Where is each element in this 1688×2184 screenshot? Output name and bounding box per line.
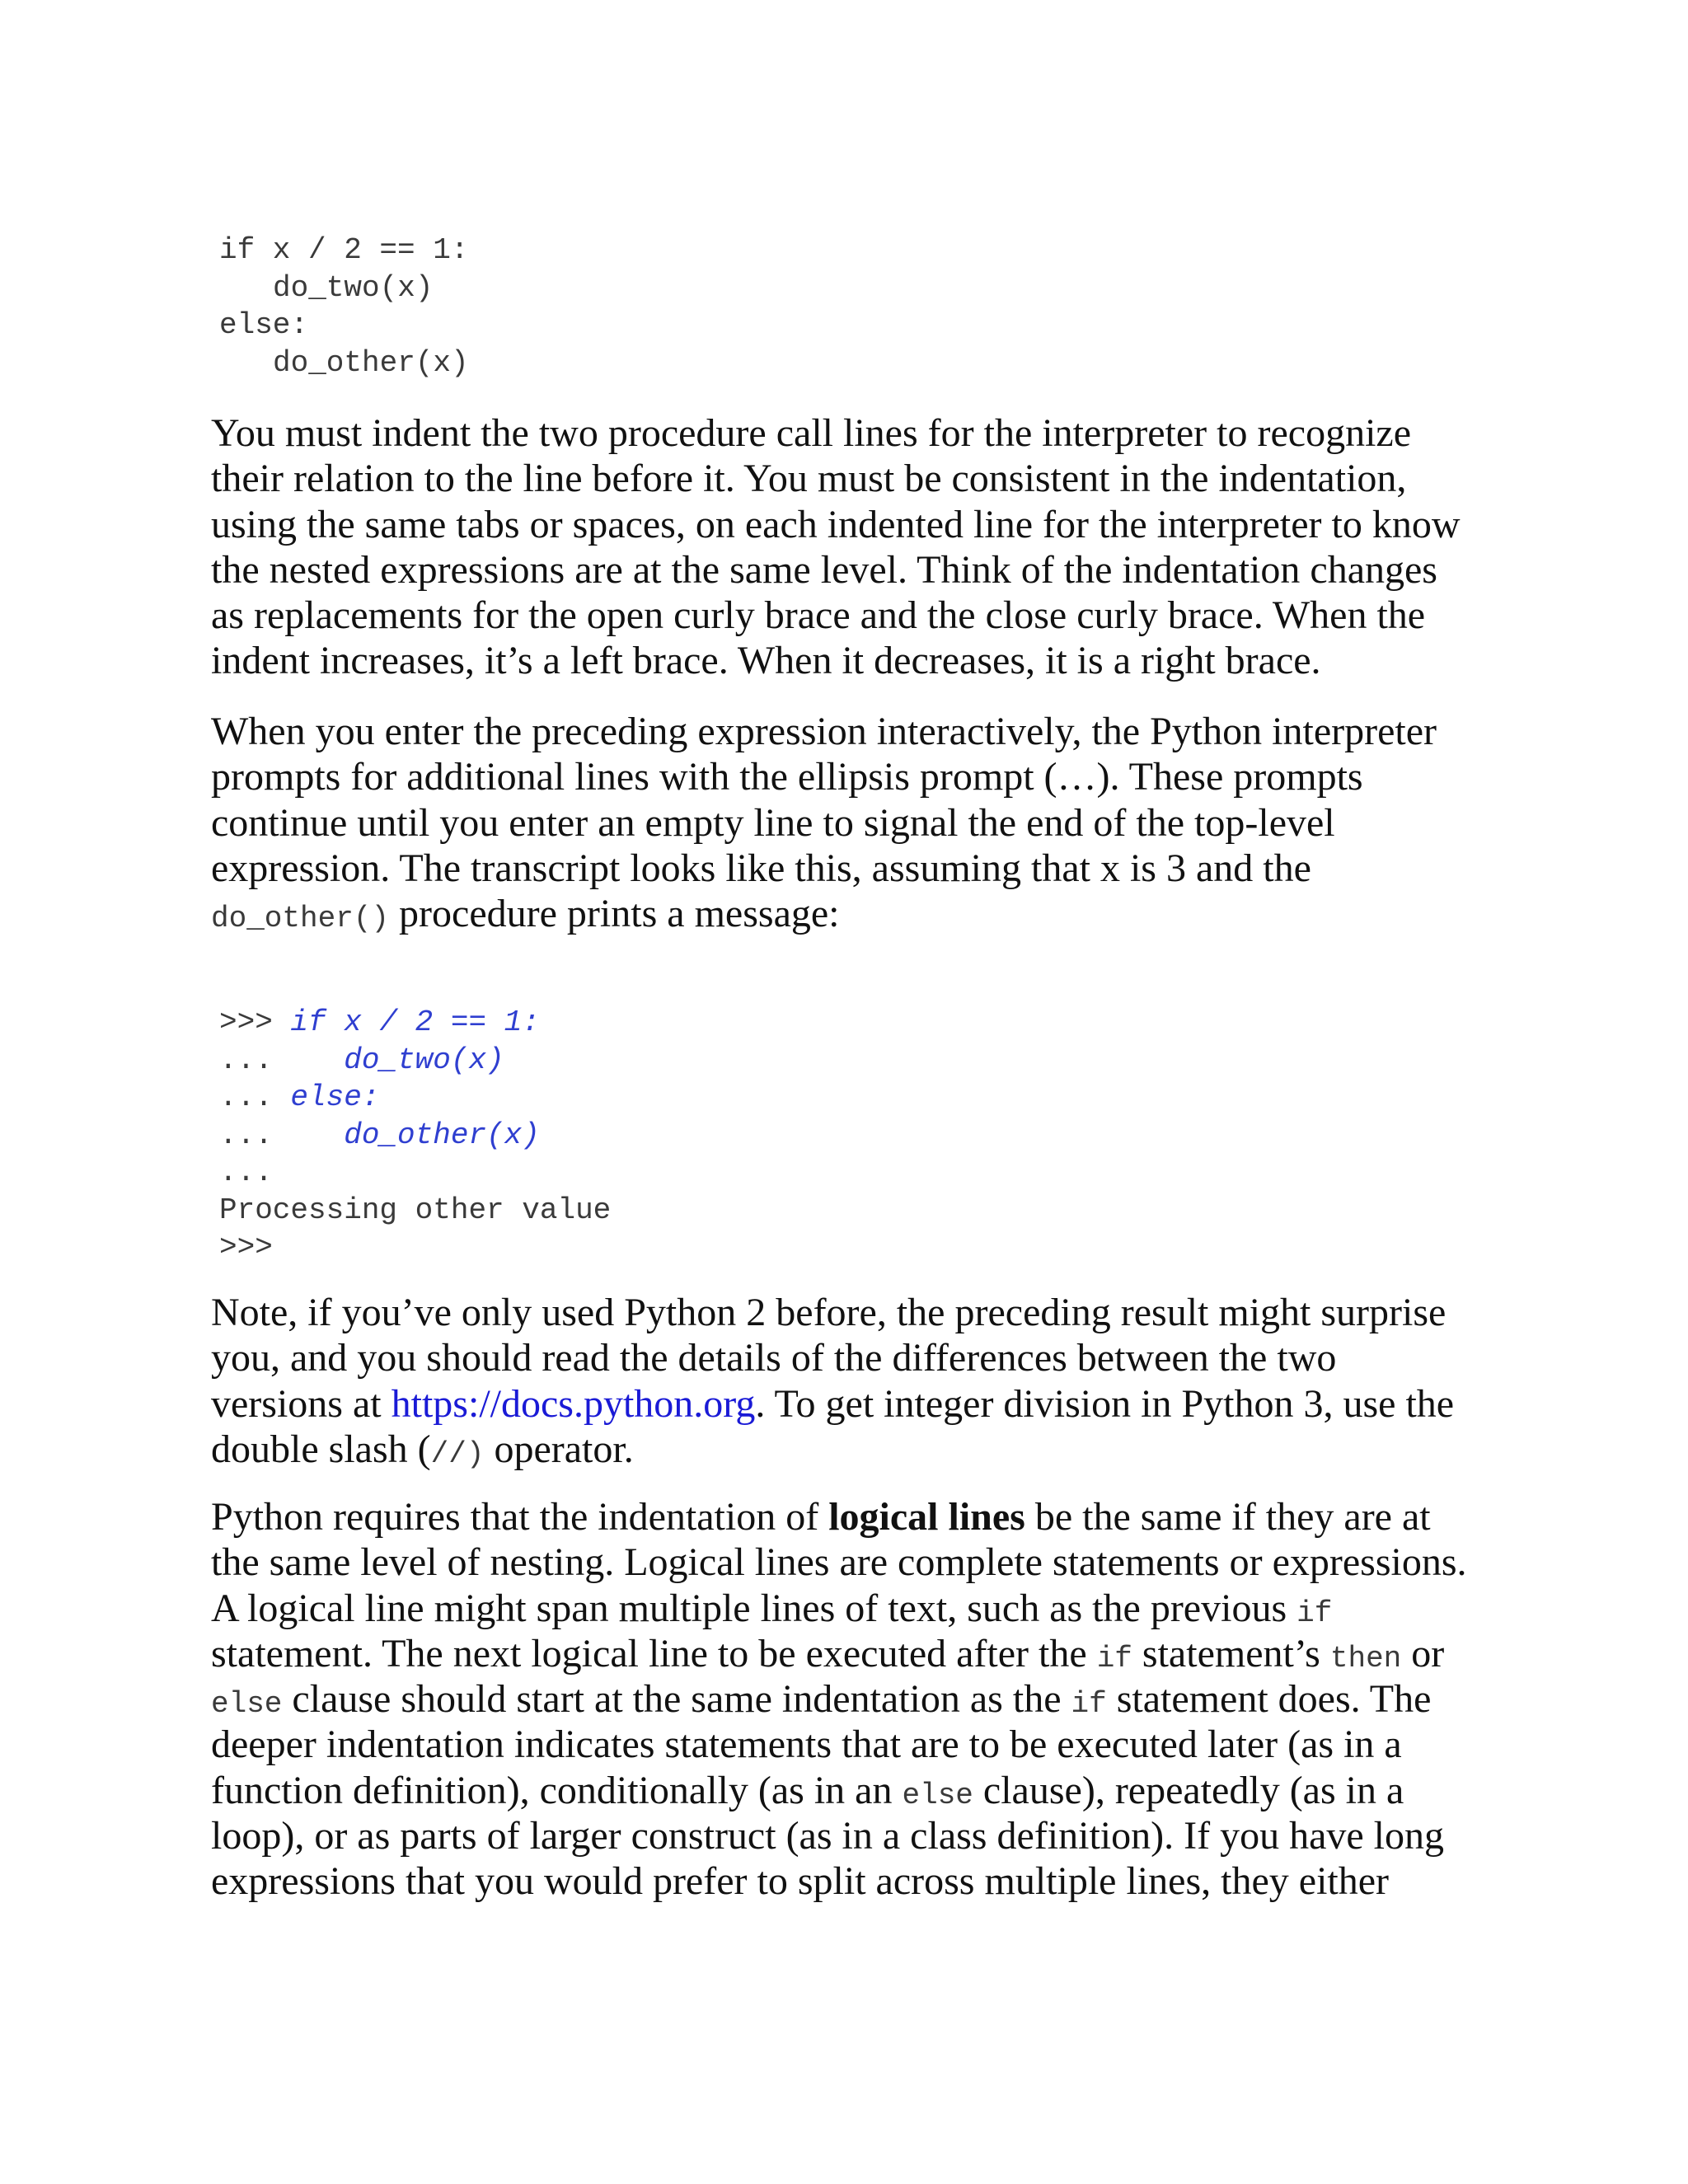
primary-prompt: >>> (219, 1230, 273, 1264)
text-run: . To get integer division in Python 3, use the (755, 1381, 1455, 1426)
text-line (211, 891, 1497, 936)
text-line: using the same tabs or spaces, on each indented line for the interpreter to know (211, 502, 1461, 546)
transcript-line (219, 1042, 611, 1080)
text-run: be the same if they are at (1025, 1495, 1431, 1539)
typed-input: do_other(x) (344, 1118, 540, 1152)
transcript-line (219, 1229, 611, 1267)
text-run: statement does. The (1106, 1677, 1432, 1722)
continuation-prompt: ... (219, 1080, 273, 1114)
transcript-line (219, 1154, 611, 1192)
inline-code: if (1096, 1641, 1132, 1675)
text-line (211, 1586, 1497, 1631)
paragraph (211, 410, 1497, 684)
typed-input: else: (290, 1080, 380, 1114)
continuation-prompt: ... (219, 1155, 273, 1189)
text-line (211, 1768, 1497, 1813)
inline-code: else (211, 1687, 283, 1722)
text-run: A logical line might span multiple lines of text, such as the previous (211, 1586, 1297, 1630)
continuation-prompt: ... (219, 1043, 273, 1077)
code-line: else: (219, 308, 309, 342)
transcript-line (219, 1117, 611, 1155)
text-line (211, 1676, 1497, 1722)
text-line: the same level of nesting. Logical lines are complete statements or expressions. (211, 1540, 1467, 1585)
inline-code: if (1071, 1687, 1107, 1722)
text-line (211, 1427, 1497, 1472)
text-line: loop), or as parts of larger construct (as in a class definition). If you have long (211, 1814, 1445, 1858)
text-run: clause should start at the same indentation as the (282, 1677, 1071, 1722)
inline-code: then (1329, 1641, 1402, 1675)
text-line: indent increases, it’s a left brace. When it decreases, it is a right brace. (211, 639, 1321, 683)
transcript-line (219, 1004, 611, 1042)
text-line: you, and you should read the details of the differences between the two (211, 1336, 1337, 1380)
text-line: expression. The transcript looks like this, assuming that x is 3 and the (211, 846, 1311, 890)
text-line: You must indent the two procedure call lines for the interpreter to recognize (211, 411, 1412, 455)
bold-term: logical lines (828, 1495, 1025, 1539)
text-line (211, 1381, 1497, 1427)
inline-code: //) (430, 1436, 485, 1471)
docs-link[interactable]: https://docs.python.org (391, 1381, 756, 1426)
code-block (219, 232, 469, 382)
text-line: deeper indentation indicates statements that are to be executed later (as in a (211, 1722, 1402, 1767)
continuation-prompt: ... (219, 1118, 273, 1152)
paragraph (211, 709, 1497, 936)
paragraph (211, 1494, 1497, 1905)
text-run: or (1401, 1631, 1445, 1675)
text-run: statement. The next logical line to be executed after the (211, 1631, 1097, 1675)
transcript-output: Processing other value (219, 1193, 612, 1227)
text-line: prompts for additional lines with the ellipsis prompt (…). These prompts (211, 755, 1363, 799)
text-run: double slash ( (211, 1427, 431, 1471)
paragraph (211, 1290, 1497, 1472)
inline-code: else (902, 1778, 973, 1812)
text-line: continue until you enter an empty line to signal the end of the top-level (211, 800, 1335, 845)
text-line: Note, if you’ve only used Python 2 before, the preceding result might surprise (211, 1291, 1447, 1334)
typed-input: do_two(x) (344, 1043, 504, 1077)
text-line: expressions that you would prefer to split across multiple lines, they either (211, 1859, 1390, 1904)
text-line: When you enter the preceding expression interactively, the Python interpreter (211, 710, 1437, 753)
primary-prompt: >>> (219, 1005, 273, 1039)
text-run: Python requires that the indentation of (211, 1495, 829, 1539)
text-run: clause), repeatedly (as in a (973, 1768, 1404, 1812)
text-run: versions at (211, 1381, 392, 1426)
text-line (211, 1494, 1497, 1540)
text-line: their relation to the line before it. You must be consistent in the indentation, (211, 457, 1407, 501)
typed-input: if x / 2 == 1: (290, 1005, 540, 1039)
code-line: do_other(x) (273, 345, 469, 380)
text-line (211, 1631, 1497, 1676)
text-run: function definition), conditionally (as in an (211, 1768, 903, 1812)
interpreter-transcript (219, 1004, 611, 1267)
text-run: procedure prints a message: (389, 892, 840, 936)
text-run: operator. (484, 1427, 634, 1471)
inline-code: do_other() (211, 902, 390, 936)
inline-code: if (1296, 1596, 1333, 1630)
transcript-line (219, 1079, 611, 1117)
text-run: statement’s (1132, 1631, 1330, 1675)
code-line: if x / 2 == 1: (219, 233, 469, 267)
code-line: do_two(x) (273, 270, 434, 305)
text-line: as replacements for the open curly brace and the close curly brace. When the (211, 593, 1426, 638)
text-line: the nested expressions are at the same level. Think of the indentation changes (211, 547, 1437, 592)
